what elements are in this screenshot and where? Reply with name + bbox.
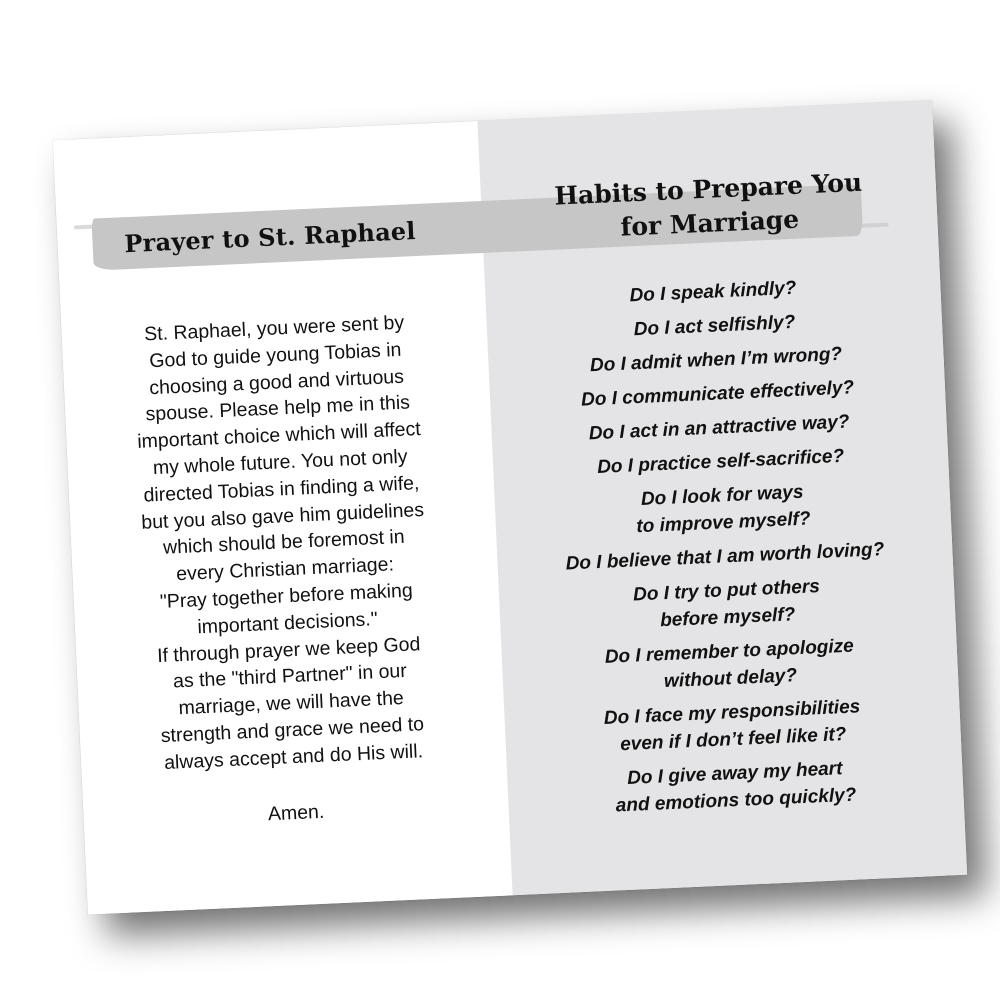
habit-question: Do I look for ways to improve myself? xyxy=(635,481,811,538)
habit-question: Do I give away my heart and emotions too quickly? xyxy=(615,758,857,817)
prayer-closing: Amen. xyxy=(267,800,325,826)
prayer-card xyxy=(53,100,967,914)
habit-question: Do I believe that I am worth loving? xyxy=(565,539,885,575)
habit-question: Do I face my responsibilities even if I don’t feel like it? xyxy=(603,696,861,756)
prayer-text: St. Raphael, you were sent by God to guide young Tobias in choosing a good and virtuous spouse. Please help me in this important choice which will affect my whole future. You not only directed Tobias in finding a wife, but you also gave him guidelines which should be foremost in every Christian marriage: "Pray together before making important decisions." If through prayer we keep God as the "third Partner" in our marriage, we will have the strength and grace we need to always accept and do His will. xyxy=(136,311,425,774)
right-panel xyxy=(477,100,967,895)
habits-list xyxy=(485,268,964,831)
habit-question: Do I practice self-sacrifice? xyxy=(596,445,845,478)
prayer-title: Prayer to St. Raphael xyxy=(123,216,417,259)
habit-question: Do I try to put others before myself? xyxy=(632,576,821,632)
habit-question: Do I speak kindly? xyxy=(629,277,797,307)
habit-question: Do I remember to apologize without delay? xyxy=(604,635,855,693)
habit-question: Do I act selfishly? xyxy=(633,311,796,341)
left-panel xyxy=(53,121,513,914)
habit-question: Do I act in an attractive way? xyxy=(588,411,850,445)
habit-question: Do I admit when I’m wrong? xyxy=(589,343,843,377)
habits-title: Habits to Prepare You for Marriage xyxy=(553,167,863,242)
habit-question: Do I communicate effectively? xyxy=(580,377,855,411)
